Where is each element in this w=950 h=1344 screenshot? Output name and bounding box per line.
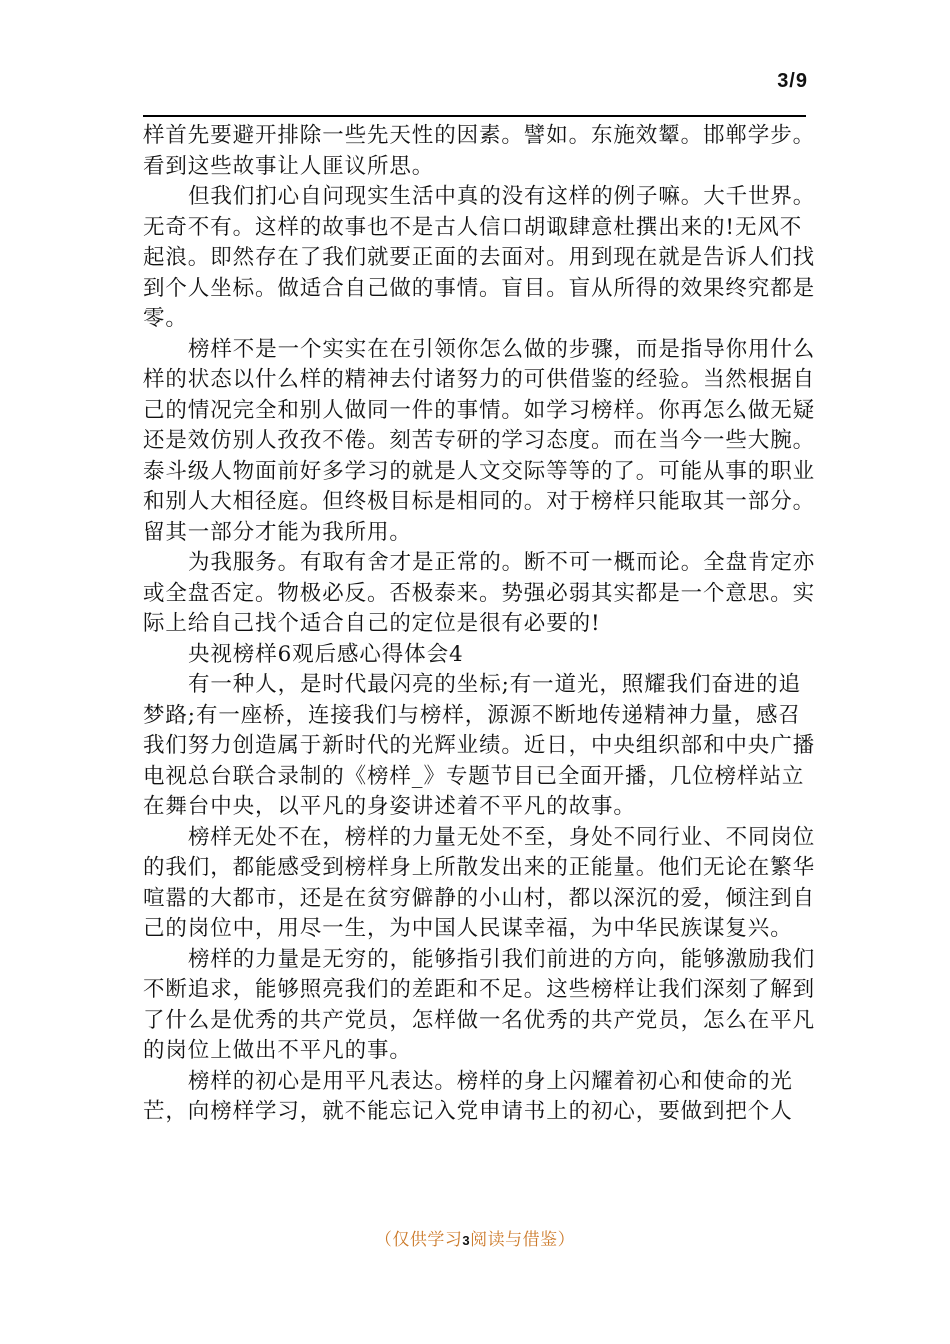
paragraph: 榜样的初心是用平凡表达。榜样的身上闪耀着初心和使命的光芒，向榜样学习，就不能忘记入党申请书上的初心，要做到把个人 — [143, 1068, 793, 1124]
footer-note — [0, 1225, 950, 1250]
document-body — [143, 121, 823, 1128]
page-number: 3/9 — [777, 70, 808, 92]
header-rule — [143, 115, 806, 117]
footer-page-marker: 3 — [462, 1233, 471, 1248]
footer-text-after: 阅读与借鉴） — [470, 1230, 576, 1250]
paragraph: 但我们扪心自问现实生活中真的没有这样的例子嘛。大千世界。无奇不有。这样的故事也不是古人信口胡诹肆意杜撰出来的!无风不起浪。即然存在了我们就要正面的去面对。用到现在就是告诉人们找到个人坐标。做适合自己做的事情。盲目。盲从所得的效果终究都是零。 — [143, 184, 816, 331]
paragraph: 榜样不是一个实实在在引领你怎么做的步骤，而是指导你用什么样的状态以什么样的精神去付诸努力的可供借鉴的经验。当然根据自己的情况完全和别人做同一件的事情。如学习榜样。你再怎么做无疑还是效仿别人孜孜不倦。刻苦专研的学习态度。而在当今一些大腕。泰斗级人物面前好多学习的就是人文交际等等的了。可能从事的职业和别人大相径庭。但终极目标是相同的。对于榜样只能取其一部分。留其一部分才能为我所用。 — [143, 336, 816, 545]
footer-text-before: （仅供学习 — [374, 1230, 463, 1250]
section-heading: 央视榜样6观后感心得体会4 — [188, 641, 464, 667]
paragraph: 为我服务。有取有舍才是正常的。断不可一概而论。全盘肯定亦或全盘否定。物极必反。否极泰来。势强必弱其实都是一个意思。实际上给自己找个适合自己的定位是很有必要的! — [143, 550, 816, 636]
paragraph: 有一种人，是时代最闪亮的坐标;有一道光，照耀我们奋进的追梦路;有一座桥，连接我们与榜样，源源不断地传递精神力量，感召我们努力创造属于新时代的光辉业绩。近日，中央组织部和中央广播电视总台联合录制的《榜样_》专题节目已全面开播，几位榜样站立在舞台中央，以平凡的身姿讲述着不平凡的故事。 — [143, 672, 816, 819]
paragraph: 榜样的力量是无穷的，能够指引我们前进的方向，能够激励我们不断追求，能够照亮我们的差距和不足。这些榜样让我们深刻了解到了什么是优秀的共产党员，怎样做一名优秀的共产党员，怎么在平凡的岗位上做出不平凡的事。 — [143, 946, 816, 1063]
paragraph: 榜样无处不在，榜样的力量无处不至，身处不同行业、不同岗位的我们，都能感受到榜样身上所散发出来的正能量。他们无论在繁华喧嚣的大都市，还是在贫穷僻静的小山村，都以深沉的爱，倾注到自己的岗位中，用尽一生，为中国人民谋幸福，为中华民族谋复兴。 — [143, 824, 816, 941]
paragraph: 样首先要避开排除一些先天性的因素。譬如。东施效颦。邯郸学步。看到这些故事让人匪议所思。 — [143, 123, 816, 179]
